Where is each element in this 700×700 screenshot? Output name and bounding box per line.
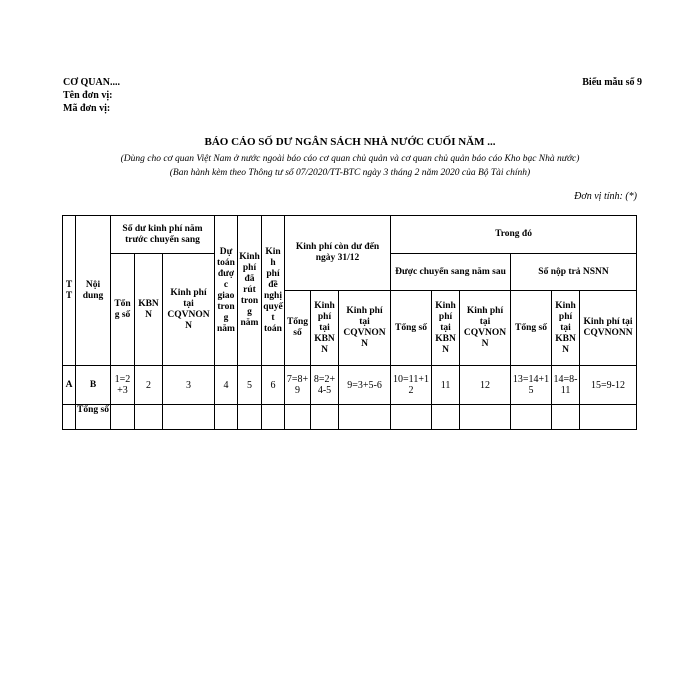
code-cell: 9=3+5-6 — [339, 366, 391, 405]
col-content-header: Nội dung — [76, 216, 111, 366]
carried-total-header: Tổng số — [391, 291, 432, 366]
code-cell: B — [76, 366, 111, 405]
report-subtitle-usage: (Dùng cho cơ quan Việt Nam ở nước ngoài báo cáo cơ quan chủ quản và cơ quan chủ quản báo cáo Kho bạc Nhà nước) — [120, 154, 580, 164]
table-cell — [215, 405, 238, 430]
table-cell — [511, 405, 552, 430]
col-withdrawn-header: Kinh phí đã rút trong năm — [238, 216, 262, 366]
report-title: BÁO CÁO SỐ DƯ NGÂN SÁCH NHÀ NƯỚC CUỐI NĂM ... — [204, 136, 496, 148]
table-cell — [135, 405, 163, 430]
table-cell — [238, 405, 262, 430]
table-cell — [262, 405, 285, 430]
code-cell: A — [63, 366, 76, 405]
table-cell — [580, 405, 637, 430]
code-cell: 12 — [460, 366, 511, 405]
budget-balance-table — [62, 215, 637, 430]
header-left — [63, 76, 120, 115]
table-cell — [339, 405, 391, 430]
unit-code-label: Mã đơn vị: — [63, 103, 111, 114]
col-settlement-header: Kinh phí đề nghị quyết toán — [262, 216, 285, 366]
column-code-row — [63, 366, 637, 405]
code-cell: 14=8-11 — [552, 366, 580, 405]
code-cell: 6 — [262, 366, 285, 405]
code-cell: 5 — [238, 366, 262, 405]
table-cell — [311, 405, 339, 430]
total-label: Tổng số — [76, 405, 111, 430]
group-remaining-balance: Kinh phí còn dư đến ngày 31/12 — [285, 216, 391, 291]
carried-kbnn-header: Kinh phí tại KBNN — [432, 291, 460, 366]
code-cell: 8=2+4-5 — [311, 366, 339, 405]
total-row — [63, 405, 637, 430]
remain-cqvnonn-header: Kinh phí tại CQVNONN — [339, 291, 391, 366]
table-cell — [111, 405, 135, 430]
total-tt-cell — [63, 405, 76, 430]
table-cell — [163, 405, 215, 430]
table-cell — [460, 405, 511, 430]
prev-kbnn-header: KBNN — [135, 254, 163, 366]
code-cell: 13=14+15 — [511, 366, 552, 405]
report-subtitle-legal: (Ban hành kèm theo Thông tư số 07/2020/TT-BTC ngày 3 tháng 2 năm 2020 của Bộ Tài chính) — [169, 168, 531, 178]
group-returned: Số nộp trả NSNN — [511, 254, 637, 291]
code-cell: 4 — [215, 366, 238, 405]
code-cell: 2 — [135, 366, 163, 405]
col-tt-header: TT — [63, 216, 76, 366]
code-cell: 3 — [163, 366, 215, 405]
prev-total-header: Tổng số — [111, 254, 135, 366]
prev-cqvnonn-header: Kinh phí tại CQVNONN — [163, 254, 215, 366]
code-cell: 11 — [432, 366, 460, 405]
table-cell — [391, 405, 432, 430]
returned-total-header: Tổng số — [511, 291, 552, 366]
group-carried-over: Được chuyển sang năm sau — [391, 254, 511, 291]
group-of-which: Trong đó — [391, 216, 637, 254]
table-cell — [432, 405, 460, 430]
table-cell — [285, 405, 311, 430]
currency-unit-label: Đơn vị tính: (*) — [574, 191, 637, 202]
remain-kbnn-header: Kinh phí tại KBNN — [311, 291, 339, 366]
unit-name-label: Tên đơn vị: — [63, 90, 113, 101]
carried-cqvnonn-header: Kinh phí tại CQVNONN — [460, 291, 511, 366]
code-cell: 15=9-12 — [580, 366, 637, 405]
code-cell: 1=2+3 — [111, 366, 135, 405]
col-estimate-header: Dự toán được giao trong năm — [215, 216, 238, 366]
org-name: CƠ QUAN.... — [63, 77, 120, 88]
table-cell — [552, 405, 580, 430]
form-number: Biểu mẫu số 9 — [582, 77, 642, 88]
returned-kbnn-header: Kinh phí tại KBNN — [552, 291, 580, 366]
remain-total-header: Tổng số — [285, 291, 311, 366]
returned-cqvnonn-header: Kinh phí tại CQVNONN — [580, 291, 637, 366]
group-prev-balance: Số dư kinh phí năm trước chuyển sang — [111, 216, 215, 254]
code-cell: 10=11+12 — [391, 366, 432, 405]
code-cell: 7=8+9 — [285, 366, 311, 405]
